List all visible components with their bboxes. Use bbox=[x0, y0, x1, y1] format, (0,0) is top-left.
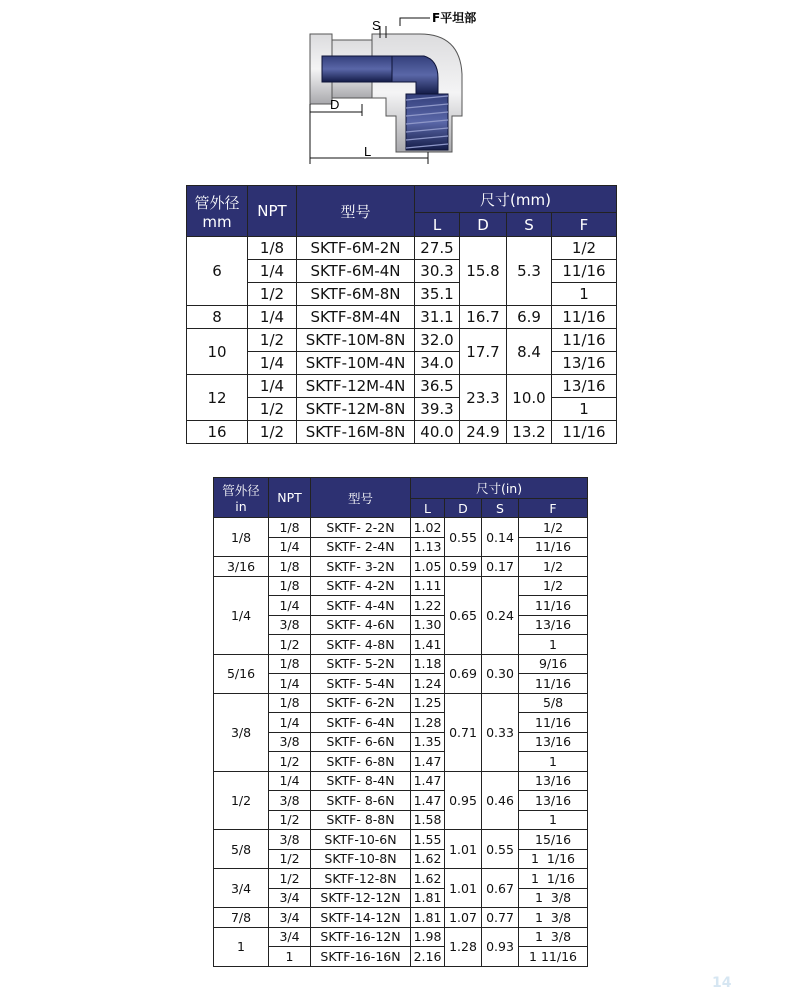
cell-f: 13/16 bbox=[519, 732, 588, 752]
cell-model: SKTF- 5-4N bbox=[311, 674, 411, 694]
label-s: S bbox=[372, 18, 381, 33]
table-row bbox=[214, 576, 588, 596]
cell-f: 1 bbox=[519, 635, 588, 655]
cell-l: 1.25 bbox=[411, 693, 445, 713]
cell-f: 11/16 bbox=[519, 713, 588, 733]
cell-model: SKTF-8M-4N bbox=[297, 306, 415, 329]
cell-f: 1 3/8 bbox=[519, 927, 588, 947]
cell-npt: 3/4 bbox=[269, 908, 311, 928]
table-row bbox=[214, 947, 588, 967]
cell-s: 8.4 bbox=[507, 329, 552, 375]
cell-npt: 3/8 bbox=[269, 791, 311, 811]
cell-f: 1 bbox=[552, 398, 617, 421]
cell-f: 11/16 bbox=[519, 537, 588, 557]
cell-s: 0.33 bbox=[482, 693, 519, 771]
cell-d: 1.28 bbox=[445, 927, 482, 966]
cell-model: SKTF-12-12N bbox=[311, 888, 411, 908]
cell-l: 27.5 bbox=[415, 237, 460, 260]
cell-npt: 3/8 bbox=[269, 732, 311, 752]
cell-f: 11/16 bbox=[552, 329, 617, 352]
cell-npt: 1/4 bbox=[269, 771, 311, 791]
cell-l: 1.41 bbox=[411, 635, 445, 655]
table-row bbox=[214, 615, 588, 635]
table-row bbox=[214, 674, 588, 694]
cell-model: SKTF-10M-8N bbox=[297, 329, 415, 352]
table-row bbox=[214, 713, 588, 733]
table-row bbox=[214, 908, 588, 928]
table-row bbox=[214, 654, 588, 674]
cell-od: 1 bbox=[214, 927, 269, 966]
table-row bbox=[214, 693, 588, 713]
cell-f: 13/16 bbox=[519, 791, 588, 811]
cell-od: 12 bbox=[187, 375, 248, 421]
cell-model: SKTF-6M-8N bbox=[297, 283, 415, 306]
cell-s: 6.9 bbox=[507, 306, 552, 329]
cell-f: 1 11/16 bbox=[519, 947, 588, 967]
cell-d: 0.95 bbox=[445, 771, 482, 830]
table-row bbox=[214, 752, 588, 772]
cell-npt: 1/4 bbox=[269, 537, 311, 557]
cell-f: 1 bbox=[519, 752, 588, 772]
cell-od: 8 bbox=[187, 306, 248, 329]
cell-d: 17.7 bbox=[460, 329, 507, 375]
cell-npt: 1/8 bbox=[269, 518, 311, 538]
cell-model: SKTF- 2-4N bbox=[311, 537, 411, 557]
table-row bbox=[214, 888, 588, 908]
cell-d: 16.7 bbox=[460, 306, 507, 329]
header-s: S bbox=[507, 213, 552, 237]
metric-spec-table bbox=[186, 185, 617, 444]
cell-f: 1 1/16 bbox=[519, 849, 588, 869]
cell-model: SKTF-16M-8N bbox=[297, 421, 415, 444]
header-d: D bbox=[460, 213, 507, 237]
cell-l: 1.11 bbox=[411, 576, 445, 596]
cell-f: 13/16 bbox=[519, 771, 588, 791]
cell-s: 13.2 bbox=[507, 421, 552, 444]
cell-od: 3/4 bbox=[214, 869, 269, 908]
cell-npt: 1/8 bbox=[269, 693, 311, 713]
header-od: 管外径 mm bbox=[187, 186, 248, 237]
table-row bbox=[187, 283, 617, 306]
cell-npt: 1/4 bbox=[269, 713, 311, 733]
cell-model: SKTF- 3-2N bbox=[311, 557, 411, 577]
cell-model: SKTF-10-8N bbox=[311, 849, 411, 869]
cell-s: 0.55 bbox=[482, 830, 519, 869]
cell-f: 13/16 bbox=[519, 615, 588, 635]
cell-f: 1/2 bbox=[519, 557, 588, 577]
table-row bbox=[214, 518, 588, 538]
cell-model: SKTF- 2-2N bbox=[311, 518, 411, 538]
cell-npt: 1/8 bbox=[269, 576, 311, 596]
cell-s: 0.24 bbox=[482, 576, 519, 654]
table-row bbox=[214, 732, 588, 752]
cell-f: 11/16 bbox=[519, 674, 588, 694]
cell-npt: 1/2 bbox=[269, 635, 311, 655]
cell-l: 1.55 bbox=[411, 830, 445, 850]
cell-model: SKTF- 5-2N bbox=[311, 654, 411, 674]
header-model: 型号 bbox=[297, 186, 415, 237]
cell-l: 30.3 bbox=[415, 260, 460, 283]
cell-npt: 1/2 bbox=[269, 752, 311, 772]
cell-f: 1 bbox=[519, 810, 588, 830]
cell-od: 10 bbox=[187, 329, 248, 375]
cell-d: 0.59 bbox=[445, 557, 482, 577]
cell-od: 7/8 bbox=[214, 908, 269, 928]
cell-model: SKTF-6M-2N bbox=[297, 237, 415, 260]
cell-npt: 3/8 bbox=[269, 830, 311, 850]
cell-l: 1.24 bbox=[411, 674, 445, 694]
cell-d: 0.55 bbox=[445, 518, 482, 557]
cell-od: 3/16 bbox=[214, 557, 269, 577]
cell-l: 1.81 bbox=[411, 888, 445, 908]
table-row bbox=[214, 771, 588, 791]
cell-npt: 1/4 bbox=[248, 306, 297, 329]
cell-s: 0.77 bbox=[482, 908, 519, 928]
cell-s: 5.3 bbox=[507, 237, 552, 306]
cell-od: 6 bbox=[187, 237, 248, 306]
cell-l: 1.05 bbox=[411, 557, 445, 577]
cell-model: SKTF-10-6N bbox=[311, 830, 411, 850]
cell-d: 0.69 bbox=[445, 654, 482, 693]
cell-npt: 1/2 bbox=[269, 849, 311, 869]
cell-model: SKTF-6M-4N bbox=[297, 260, 415, 283]
table-row bbox=[187, 352, 617, 375]
table-row bbox=[187, 329, 617, 352]
table-row bbox=[214, 927, 588, 947]
cell-l: 1.02 bbox=[411, 518, 445, 538]
cell-l: 1.47 bbox=[411, 771, 445, 791]
header-f: F bbox=[519, 499, 588, 518]
cell-model: SKTF- 4-8N bbox=[311, 635, 411, 655]
cell-d: 23.3 bbox=[460, 375, 507, 421]
cell-model: SKTF-14-12N bbox=[311, 908, 411, 928]
header-d: D bbox=[445, 499, 482, 518]
cell-model: SKTF-16-12N bbox=[311, 927, 411, 947]
table-row bbox=[187, 421, 617, 444]
header-s: S bbox=[482, 499, 519, 518]
cell-f: 1/2 bbox=[552, 237, 617, 260]
cell-f: 11/16 bbox=[552, 421, 617, 444]
cell-od: 1/4 bbox=[214, 576, 269, 654]
cell-f: 11/16 bbox=[519, 596, 588, 616]
cell-l: 1.62 bbox=[411, 849, 445, 869]
cell-l: 1.22 bbox=[411, 596, 445, 616]
cell-d: 24.9 bbox=[460, 421, 507, 444]
cell-npt: 1/2 bbox=[248, 421, 297, 444]
cell-f: 11/16 bbox=[552, 306, 617, 329]
table-row bbox=[214, 830, 588, 850]
cell-npt: 1/4 bbox=[269, 674, 311, 694]
cell-npt: 1/2 bbox=[248, 283, 297, 306]
cell-model: SKTF- 8-8N bbox=[311, 810, 411, 830]
cell-d: 1.01 bbox=[445, 869, 482, 908]
cell-l: 1.30 bbox=[411, 615, 445, 635]
label-d: D bbox=[330, 97, 340, 112]
cell-l: 1.98 bbox=[411, 927, 445, 947]
cell-s: 0.30 bbox=[482, 654, 519, 693]
cell-npt: 1/4 bbox=[248, 260, 297, 283]
cell-npt: 1/8 bbox=[269, 557, 311, 577]
table-row bbox=[214, 596, 588, 616]
cell-npt: 3/4 bbox=[269, 888, 311, 908]
header-npt: NPT bbox=[248, 186, 297, 237]
cell-l: 34.0 bbox=[415, 352, 460, 375]
cell-l: 1.62 bbox=[411, 869, 445, 889]
cell-f: 1 1/16 bbox=[519, 869, 588, 889]
cell-d: 15.8 bbox=[460, 237, 507, 306]
cell-npt: 1/2 bbox=[269, 810, 311, 830]
cell-model: SKTF- 6-8N bbox=[311, 752, 411, 772]
cell-d: 1.07 bbox=[445, 908, 482, 928]
cell-f: 1 3/8 bbox=[519, 908, 588, 928]
table-row bbox=[187, 398, 617, 421]
cell-d: 1.01 bbox=[445, 830, 482, 869]
cell-l: 32.0 bbox=[415, 329, 460, 352]
cell-model: SKTF-12M-8N bbox=[297, 398, 415, 421]
cell-l: 1.35 bbox=[411, 732, 445, 752]
cell-model: SKTF- 4-6N bbox=[311, 615, 411, 635]
cell-model: SKTF-16-16N bbox=[311, 947, 411, 967]
cell-l: 1.81 bbox=[411, 908, 445, 928]
header-model: 型号 bbox=[311, 478, 411, 518]
cell-od: 1/8 bbox=[214, 518, 269, 557]
cell-npt: 1/4 bbox=[248, 375, 297, 398]
table-row bbox=[214, 810, 588, 830]
table-row bbox=[214, 869, 588, 889]
header-l: L bbox=[411, 499, 445, 518]
cell-npt: 1/4 bbox=[248, 352, 297, 375]
cell-npt: 1/4 bbox=[269, 596, 311, 616]
cell-f: 9/16 bbox=[519, 654, 588, 674]
cell-model: SKTF- 6-2N bbox=[311, 693, 411, 713]
flat-part-label: F平坦部 bbox=[432, 11, 477, 25]
cell-s: 0.46 bbox=[482, 771, 519, 830]
cell-s: 0.67 bbox=[482, 869, 519, 908]
cell-f: 1 3/8 bbox=[519, 888, 588, 908]
cell-l: 39.3 bbox=[415, 398, 460, 421]
cell-l: 40.0 bbox=[415, 421, 460, 444]
cell-l: 1.58 bbox=[411, 810, 445, 830]
fitting-tube bbox=[322, 56, 448, 150]
header-dimensions: 尺寸(mm) bbox=[415, 186, 617, 213]
page-number: 14 bbox=[712, 975, 732, 991]
cell-model: SKTF- 8-4N bbox=[311, 771, 411, 791]
cell-model: SKTF-12-8N bbox=[311, 869, 411, 889]
cell-model: SKTF-12M-4N bbox=[297, 375, 415, 398]
cell-l: 2.16 bbox=[411, 947, 445, 967]
cell-s: 0.17 bbox=[482, 557, 519, 577]
table-row bbox=[187, 260, 617, 283]
cell-npt: 1/2 bbox=[269, 869, 311, 889]
cell-l: 1.18 bbox=[411, 654, 445, 674]
cell-f: 1 bbox=[552, 283, 617, 306]
cell-od: 5/8 bbox=[214, 830, 269, 869]
cell-npt: 3/4 bbox=[269, 927, 311, 947]
header-l: L bbox=[415, 213, 460, 237]
cell-model: SKTF- 4-4N bbox=[311, 596, 411, 616]
cell-l: 36.5 bbox=[415, 375, 460, 398]
cell-f: 1/2 bbox=[519, 518, 588, 538]
cell-d: 0.65 bbox=[445, 576, 482, 654]
cell-f: 13/16 bbox=[552, 375, 617, 398]
cell-npt: 1/2 bbox=[248, 329, 297, 352]
table-row bbox=[187, 375, 617, 398]
cell-od: 16 bbox=[187, 421, 248, 444]
cell-l: 1.47 bbox=[411, 791, 445, 811]
cell-od: 3/8 bbox=[214, 693, 269, 771]
label-l: L bbox=[364, 144, 372, 159]
cell-od: 1/2 bbox=[214, 771, 269, 830]
cell-model: SKTF- 8-6N bbox=[311, 791, 411, 811]
fitting-diagram bbox=[300, 4, 500, 174]
cell-l: 1.28 bbox=[411, 713, 445, 733]
table-row bbox=[214, 849, 588, 869]
cell-l: 31.1 bbox=[415, 306, 460, 329]
header-f: F bbox=[552, 213, 617, 237]
table-row bbox=[214, 537, 588, 557]
table-row bbox=[214, 635, 588, 655]
cell-s: 10.0 bbox=[507, 375, 552, 421]
cell-npt: 1/2 bbox=[248, 398, 297, 421]
header-dimensions: 尺寸(in) bbox=[411, 478, 588, 499]
cell-model: SKTF- 6-6N bbox=[311, 732, 411, 752]
cell-npt: 3/8 bbox=[269, 615, 311, 635]
header-npt: NPT bbox=[269, 478, 311, 518]
cell-npt: 1/8 bbox=[269, 654, 311, 674]
cell-l: 35.1 bbox=[415, 283, 460, 306]
table-row bbox=[214, 557, 588, 577]
table-row bbox=[187, 306, 617, 329]
cell-f: 11/16 bbox=[552, 260, 617, 283]
cell-f: 15/16 bbox=[519, 830, 588, 850]
inch-spec-table bbox=[213, 477, 588, 967]
cell-s: 0.14 bbox=[482, 518, 519, 557]
cell-model: SKTF- 4-2N bbox=[311, 576, 411, 596]
cell-model: SKTF- 6-4N bbox=[311, 713, 411, 733]
cell-l: 1.47 bbox=[411, 752, 445, 772]
cell-od: 5/16 bbox=[214, 654, 269, 693]
table-row bbox=[214, 791, 588, 811]
cell-s: 0.93 bbox=[482, 927, 519, 966]
cell-f: 5/8 bbox=[519, 693, 588, 713]
table-row bbox=[187, 237, 617, 260]
cell-l: 1.13 bbox=[411, 537, 445, 557]
cell-npt: 1 bbox=[269, 947, 311, 967]
cell-f: 13/16 bbox=[552, 352, 617, 375]
cell-model: SKTF-10M-4N bbox=[297, 352, 415, 375]
cell-f: 1/2 bbox=[519, 576, 588, 596]
cell-d: 0.71 bbox=[445, 693, 482, 771]
header-od: 管外径 in bbox=[214, 478, 269, 518]
cell-npt: 1/8 bbox=[248, 237, 297, 260]
